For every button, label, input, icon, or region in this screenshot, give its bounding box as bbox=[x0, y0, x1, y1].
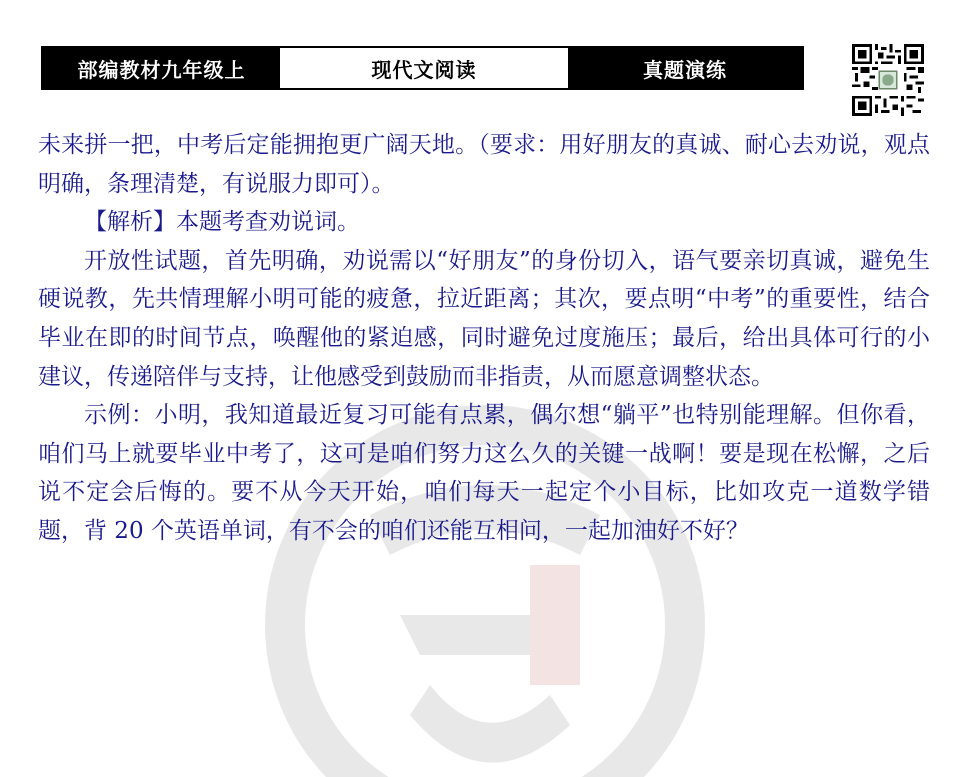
header-subject: 现代文阅读 bbox=[280, 48, 568, 88]
paragraph-analysis-label: 【解析】本题考查劝说词。 bbox=[84, 209, 360, 236]
article-body bbox=[38, 126, 930, 551]
header-section: 真题演练 bbox=[568, 48, 802, 88]
paragraph-continuation: 未来拼一把，中考后定能拥抱更广阔天地。（要求：用好朋友的真诚、耐心去劝说，观点明确，条理清楚，有说服力即可）。 bbox=[38, 132, 930, 197]
header-bar bbox=[41, 46, 804, 90]
header-grade: 部编教材九年级上 bbox=[43, 48, 280, 88]
qr-code-icon[interactable] bbox=[852, 44, 924, 116]
paragraph-example: 示例：小明，我知道最近复习可能有点累，偶尔想“躺平”也特别能理解。但你看，咱们马上就要毕业中考了，这可是咱们努力这么久的关键一战啊！要是现在松懈，之后说不定会后悔的。要不从今天开始，咱们每天一起定个小目标，比如攻克一道数学错题，背 20 个英语单词，有不会的咱们还能互相问，一起加油好不好？ bbox=[38, 402, 930, 544]
paragraph-analysis: 开放性试题，首先明确，劝说需以“好朋友”的身份切入，语气要亲切真诚，避免生硬说教，先共情理解小明可能的疲惫，拉近距离；其次，要点明“中考”的重要性，结合毕业在即的时间节点，唤醒他的紧迫感，同时避免过度施压；最后，给出具体可行的小建议，传递陪伴与支持，让他感受到鼓励而非指责，从而愿意调整状态。 bbox=[38, 247, 930, 390]
